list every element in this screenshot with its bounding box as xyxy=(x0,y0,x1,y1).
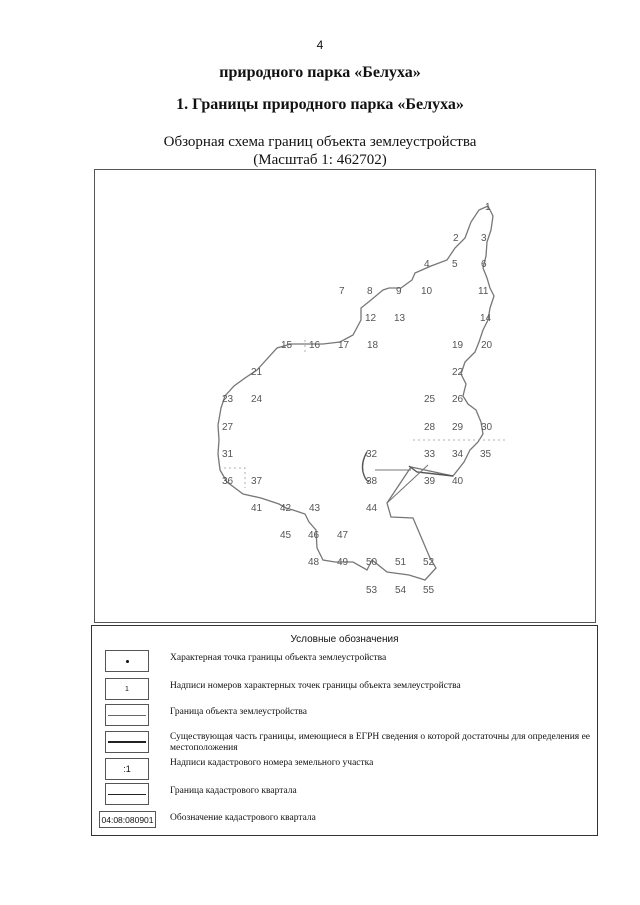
legend-text-quarter-code: Обозначение кадастрового квартала xyxy=(170,813,316,823)
point-label: 42 xyxy=(280,503,292,514)
point-label: 8 xyxy=(367,286,373,297)
point-label: 51 xyxy=(395,557,407,568)
point-label: 31 xyxy=(222,449,234,460)
point-label: 32 xyxy=(366,449,378,460)
point-label: 11 xyxy=(478,286,489,297)
point-label: 50 xyxy=(366,557,378,568)
legend-text-number: Надписи номеров характерных точек границы объекта землеустройства xyxy=(170,681,461,691)
point-label: 9 xyxy=(396,286,402,297)
point-label: 20 xyxy=(481,340,493,351)
boundary-point-icon xyxy=(126,660,129,663)
legend-text-point: Характерная точка границы объекта землеустройства xyxy=(170,653,387,663)
point-label: 41 xyxy=(251,503,263,514)
scheme-scale: (Масштаб 1: 462702) xyxy=(253,152,387,168)
point-label: 2 xyxy=(453,233,459,244)
point-label: 7 xyxy=(339,286,345,297)
point-label: 19 xyxy=(452,340,464,351)
point-label: 28 xyxy=(424,422,436,433)
quarter-boundary-line-icon xyxy=(108,794,146,795)
point-label: 24 xyxy=(251,394,263,405)
inner-line xyxy=(375,465,428,503)
point-label: 48 xyxy=(308,557,320,568)
point-label: 6 xyxy=(481,259,487,270)
point-label: 23 xyxy=(222,394,234,405)
legend-text-existing: Существующая часть границы, имеющиеся в ЕГРН сведения о которой достаточны для определения ее местоположения xyxy=(170,732,590,753)
point-labels xyxy=(222,202,493,596)
point-label: 12 xyxy=(365,313,377,324)
point-label: 10 xyxy=(421,286,433,297)
boundary-line-icon xyxy=(108,715,146,716)
point-label: 17 xyxy=(338,340,350,351)
point-label: 44 xyxy=(366,503,378,514)
point-label: 5 xyxy=(452,259,458,270)
section-heading: 1. Границы природного парка «Белуха» xyxy=(176,96,464,113)
page-number: 4 xyxy=(316,38,324,52)
point-label: 1 xyxy=(485,202,491,213)
point-label: 45 xyxy=(280,530,292,541)
point-number-sample: 1 xyxy=(125,685,129,693)
point-label: 39 xyxy=(424,476,436,487)
point-label: 49 xyxy=(337,557,349,568)
quarter-code-sample: 04:08:080901 xyxy=(101,814,154,825)
map-legend xyxy=(91,625,598,836)
legend-sample-number xyxy=(105,678,149,700)
document-heading: природного парка «Белуха» xyxy=(219,64,421,81)
legend-title: Условные обозначения xyxy=(290,634,399,645)
point-label: 35 xyxy=(480,449,492,460)
legend-sample-existing xyxy=(105,731,149,753)
point-label: 14 xyxy=(480,313,492,324)
legend-sample-quarter-boundary xyxy=(105,783,149,805)
point-label: 21 xyxy=(251,367,263,378)
boundary-map-svg xyxy=(95,170,595,622)
point-label: 33 xyxy=(424,449,436,460)
legend-text-quarter-boundary: Граница кадастрового квартала xyxy=(170,786,297,796)
point-label: 13 xyxy=(394,313,406,324)
point-label: 27 xyxy=(222,422,234,433)
point-label: 40 xyxy=(452,476,464,487)
point-label: 30 xyxy=(481,422,493,433)
point-label: 43 xyxy=(309,503,321,514)
legend-sample-boundary xyxy=(105,704,149,726)
point-label: 47 xyxy=(337,530,349,541)
point-label: 29 xyxy=(452,422,464,433)
legend-sample-point xyxy=(105,650,149,672)
point-label: 3 xyxy=(481,233,487,244)
legend-sample-quarter-code xyxy=(99,811,156,828)
point-label: 25 xyxy=(424,394,436,405)
point-label: 26 xyxy=(452,394,464,405)
scheme-title: Обзорная схема границ объекта землеустройства xyxy=(163,134,477,150)
point-label: 46 xyxy=(308,530,320,541)
point-label: 52 xyxy=(423,557,435,568)
point-label: 36 xyxy=(222,476,234,487)
cadastral-number-sample: :1 xyxy=(123,764,131,774)
overview-map xyxy=(94,169,596,623)
point-label: 4 xyxy=(424,259,430,270)
point-label: 34 xyxy=(452,449,464,460)
point-label: 38 xyxy=(366,476,378,487)
point-label: 55 xyxy=(423,585,435,596)
point-label: 15 xyxy=(281,340,293,351)
legend-text-boundary: Граница объекта землеустройства xyxy=(170,707,307,717)
point-label: 22 xyxy=(452,367,464,378)
legend-text-cadastral-number: Надписи кадастрового номера земельного участка xyxy=(170,758,374,768)
point-label: 18 xyxy=(367,340,379,351)
point-label: 53 xyxy=(366,585,378,596)
point-label: 54 xyxy=(395,585,407,596)
existing-boundary-line-icon xyxy=(108,741,146,743)
legend-sample-cadastral-number xyxy=(105,758,149,780)
point-label: 16 xyxy=(309,340,321,351)
point-label: 37 xyxy=(251,476,263,487)
